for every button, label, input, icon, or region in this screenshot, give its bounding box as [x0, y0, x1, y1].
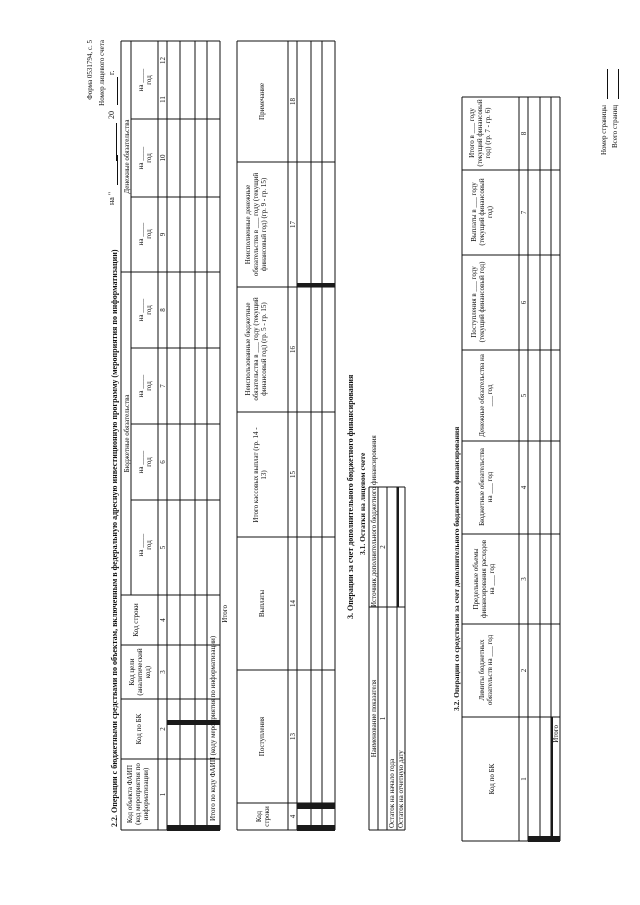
col-num: 12	[159, 57, 167, 64]
s32-total-label: Итого	[552, 725, 560, 743]
year-suffix: год	[145, 305, 153, 315]
s32-col-num: 4	[520, 485, 528, 490]
year-prefix: на	[137, 466, 145, 474]
b-col-total-cash: Итого кассовых выплат (гр. 14 - 13)	[252, 427, 268, 523]
section-3-2-title: 3.2. Операции со средствами за счет дополнительного бюджетного финансирования	[452, 426, 461, 711]
b-col-row-code: Код строки	[255, 806, 271, 827]
s32-col-total: Итого в ___ году (текущий финансовый год) (гр. 7 - гр. 6)	[468, 99, 492, 167]
col-goal: Код цели (аналитический код)	[128, 648, 152, 696]
b-col-num: 4	[289, 814, 297, 819]
year-col-10: на ____ год	[137, 146, 153, 170]
s32-col-income: Поступления в ___ году (текущий финансовый год)	[470, 261, 486, 343]
section-2-2-title: 2.2. Операции с бюджетными средствами по объектам, включенным в федеральную адресную инвестиционную программу (мероприятия по информатизации)	[110, 249, 119, 827]
year-suffix: год	[145, 153, 153, 163]
s32-col-kbk: Код по БК	[488, 763, 496, 795]
s32-col-num: 1	[520, 777, 528, 781]
year-prefix: на	[137, 162, 145, 170]
row-report-balance: Остаток на отчетную дату	[397, 750, 405, 828]
year-prefix: на	[137, 84, 145, 92]
year-suffix: год	[145, 75, 153, 85]
b-col-income: Поступления	[258, 716, 266, 757]
s32-col-num: 5	[520, 393, 528, 398]
s32-col-payments: Выплаты в ___ году (текущий финансовый год)	[470, 178, 494, 246]
year-col-6: на ____ год	[137, 450, 153, 474]
row-marker-bar	[528, 836, 560, 842]
s31-col-source: Источник дополнительного бюджетного финансирования	[370, 435, 378, 607]
s32-col-num: 6	[520, 300, 528, 305]
s32-col-num: 2	[520, 668, 528, 673]
b-col-num: 17	[289, 221, 297, 228]
s32-col-num: 7	[520, 210, 528, 215]
b-col-unused-budget: Неиспользованные бюджетные обязательства в ___ году (текущий финансовый год) (гр. 5 - гр. 15)	[244, 297, 268, 401]
s31-col-name: Наименование показателя	[370, 679, 378, 758]
page-number-line	[607, 69, 608, 99]
money-obligations-header: Денежные обязательства	[123, 119, 131, 194]
budget-obligations-header: Бюджетные обязательства	[123, 394, 131, 473]
account-number-label: Номер лицевого счета	[98, 40, 106, 106]
b-col-num: 15	[289, 471, 297, 478]
year-col-7: на ____ год	[137, 374, 153, 398]
year-suffix: год	[145, 381, 153, 391]
s32-col-budget-obl: Бюджетные обязательства на ___ год	[478, 448, 494, 526]
year-col-5: на ____ год	[137, 533, 153, 557]
s32-col-money-obl: Денежные обязательства на ___ год	[478, 354, 494, 437]
year-suffix: год	[145, 457, 153, 467]
year-col-11: на ____ год	[137, 68, 153, 92]
b-col-payments: Выплаты	[258, 589, 266, 618]
s31-col-num: 1	[379, 716, 387, 721]
col-faip: Код объекта ФАИП (код мероприятия по информатизации)	[126, 763, 150, 825]
col-num: 4	[159, 618, 167, 622]
s32-col-num: 3	[520, 577, 528, 581]
s32-col-limits: Лимиты бюджетных обязательств на ___ год	[478, 634, 494, 706]
col-num: 9	[159, 232, 167, 237]
s32-col-limits-volume: Предельные объемы финансирования расходов на ___ год	[472, 539, 496, 619]
col-num: 8	[159, 308, 167, 312]
total-pages-label: Всего страниц	[611, 105, 619, 149]
col-num: 3	[159, 670, 167, 674]
row-start-balance: Остаток на начало года	[388, 758, 396, 828]
col-num: 1	[159, 792, 167, 797]
page-number-label: Номер страницы	[600, 105, 608, 156]
b-col-num: 13	[289, 733, 297, 740]
year-prefix: на	[137, 390, 145, 398]
form-number: Форма 0531794, с. 5	[86, 40, 94, 100]
b-col-note: Примечание	[258, 83, 266, 120]
section-3-title: 3. Операции за счет дополнительного бюджетного финансирования	[346, 374, 355, 619]
date-year-20: 20	[107, 111, 116, 119]
s31-col-num: 2	[379, 545, 387, 549]
col-num: 5	[159, 545, 167, 550]
col-num: 11	[159, 96, 167, 103]
year-suffix: год	[145, 540, 153, 550]
year-prefix: на	[137, 238, 145, 246]
date-year-suffix: г.	[107, 70, 116, 75]
section-3-1-title: 3.1. Остатки на лицевом счете	[358, 452, 367, 555]
b-col-num: 16	[289, 346, 297, 353]
year-col-8: на ____ год	[137, 298, 153, 322]
b-col-num: 14	[289, 600, 297, 607]
year-prefix: на	[137, 314, 145, 322]
b-col-num: 18	[289, 98, 297, 105]
total-pages-line	[618, 69, 619, 99]
total-label: Итого	[221, 605, 229, 623]
date-prefix: на "	[107, 191, 116, 205]
col-num: 7	[159, 384, 167, 388]
year-col-9: на ____ год	[137, 222, 153, 246]
col-row-code: Код строки	[132, 603, 140, 637]
col-num: 6	[159, 460, 167, 464]
b-col-unused-money: Неисполненные денежные обязательства в ___ году (текущий финансовый год) (гр. 9 - гр. 15)	[244, 172, 268, 277]
s32-col-num: 8	[520, 131, 528, 136]
year-prefix: на	[137, 549, 145, 557]
col-num: 2	[159, 727, 167, 731]
col-num: 10	[159, 154, 167, 162]
col-kbk: Код по БК	[135, 713, 143, 745]
year-suffix: год	[145, 229, 153, 239]
total-by-faip-label: Итого по коду ФАИП (коду мероприятия по информатизации)	[209, 635, 217, 821]
